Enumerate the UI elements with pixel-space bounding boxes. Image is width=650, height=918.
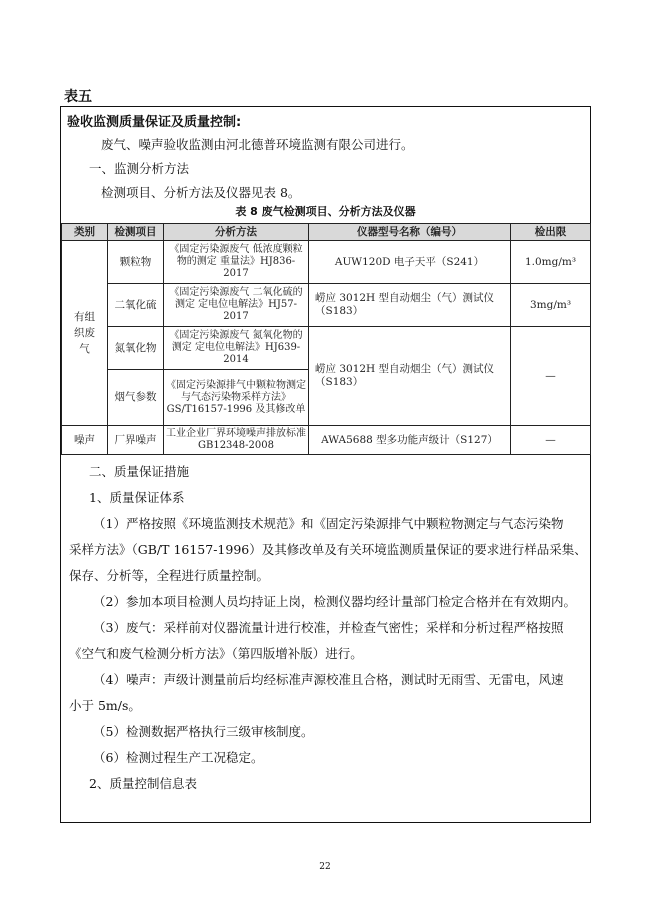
item-cell: 颗粒物 [108,241,164,284]
instrument-cell: 崂应 3012H 型自动烟尘（气）测试仪（S183） [309,327,511,426]
header-instrument: 仪器型号名称（编号） [309,224,511,241]
page-number: 22 [319,862,331,872]
category-cell: 有组织废气 [62,241,108,426]
intro-paragraph: 废气、噪声验收监测由河北德普环境监测有限公司进行。 [101,137,414,152]
heading-qc-info-table: 2、质量控制信息表 [89,776,197,791]
limit-cell: 3mg/m³ [511,284,591,327]
section-title: 验收监测质量保证及质量控制: [67,115,242,130]
category-cell: 噪声 [62,426,108,455]
item-cell: 氮氧化物 [108,327,164,370]
method-cell: 《固定污染源废气 氮氧化物的测定 定电位电解法》HJ639-2014 [164,327,309,370]
limit-cell: — [511,426,591,455]
limit-cell: — [511,327,591,426]
header-method: 分析方法 [164,224,309,241]
method-cell: 《固定污染源排气中颗粒物测定与气态污染物采样方法》GS/T16157-1996 及其修改单 [164,370,309,426]
item-cell: 厂界噪声 [108,426,164,455]
item-cell: 二氧化硫 [108,284,164,327]
method-cell: 工业企业厂界环境噪声排放标准 GB12348-2008 [164,426,309,455]
qa-item-6: （6）检测过程生产工况稳定。 [93,750,264,765]
content-frame [60,106,591,823]
header-limit: 检出限 [511,224,591,241]
limit-cell: 1.0mg/m³ [511,241,591,284]
heading-qa-measures: 二、质量保证措施 [89,464,190,479]
table-row [62,327,591,370]
qa-item-4-line-2: 小于 5m/s。 [69,698,141,713]
heading-qa-system: 1、质量保证体系 [89,490,185,505]
table-row [62,241,591,284]
table-label: 表五 [64,89,92,105]
header-category: 类别 [62,224,108,241]
qa-item-5: （5）检测数据严格执行三级审核制度。 [93,724,314,739]
qa-item-1-line-3: 保存、分析等，全程进行质量控制。 [69,568,270,583]
header-item: 检测项目 [108,224,164,241]
table-row [62,284,591,327]
item-cell: 烟气参数 [108,370,164,426]
table-row [62,426,591,455]
qa-item-2: （2）参加本项目检测人员均持证上岗，检测仪器均经计量部门检定合格并在有效期内。 [93,594,576,609]
qa-item-4-line-1: （4）噪声：声级计测量前后均经标准声源校准且合格，测试时无雨雪、无雷电，风速 [93,672,564,687]
method-cell: 《固定污染源废气 低浓度颗粒物的测定 重量法》HJ836-2017 [164,241,309,284]
qa-item-3-line-1: （3）废气：采样前对仪器流量计进行校准，并检查气密性；采样和分析过程严格按照 [93,620,564,635]
instrument-cell: AUW120D 电子天平（S241） [309,241,511,284]
methods-table [61,223,591,455]
quality-assurance-text [69,459,587,797]
instrument-cell: 崂应 3012H 型自动烟尘（气）测试仪（S183） [309,284,511,327]
table-header-row [62,224,591,241]
qa-item-1-line-2: 采样方法》（GB/T 16157-1996）及其修改单及有关环境监测质量保证的要求进行样品采集、 [69,542,587,557]
qa-item-1-line-1: （1）严格按照《环境监测技术规范》和《固定污染源排气中颗粒物测定与气态污染物 [93,516,564,531]
instrument-cell: AWA5688 型多功能声级计（S127） [309,426,511,455]
qa-item-3-line-2: 《空气和废气检测分析方法》（第四版增补版）进行。 [69,646,363,661]
table-caption: 表 8 废气检测项目、分析方法及仪器 [235,205,416,218]
heading-analysis-methods: 一、监测分析方法 [89,161,190,176]
table-reference-text: 检测项目、分析方法及仪器见表 8。 [101,185,301,200]
method-cell: 《固定污染源废气 二氧化硫的测定 定电位电解法》HJ57-2017 [164,284,309,327]
